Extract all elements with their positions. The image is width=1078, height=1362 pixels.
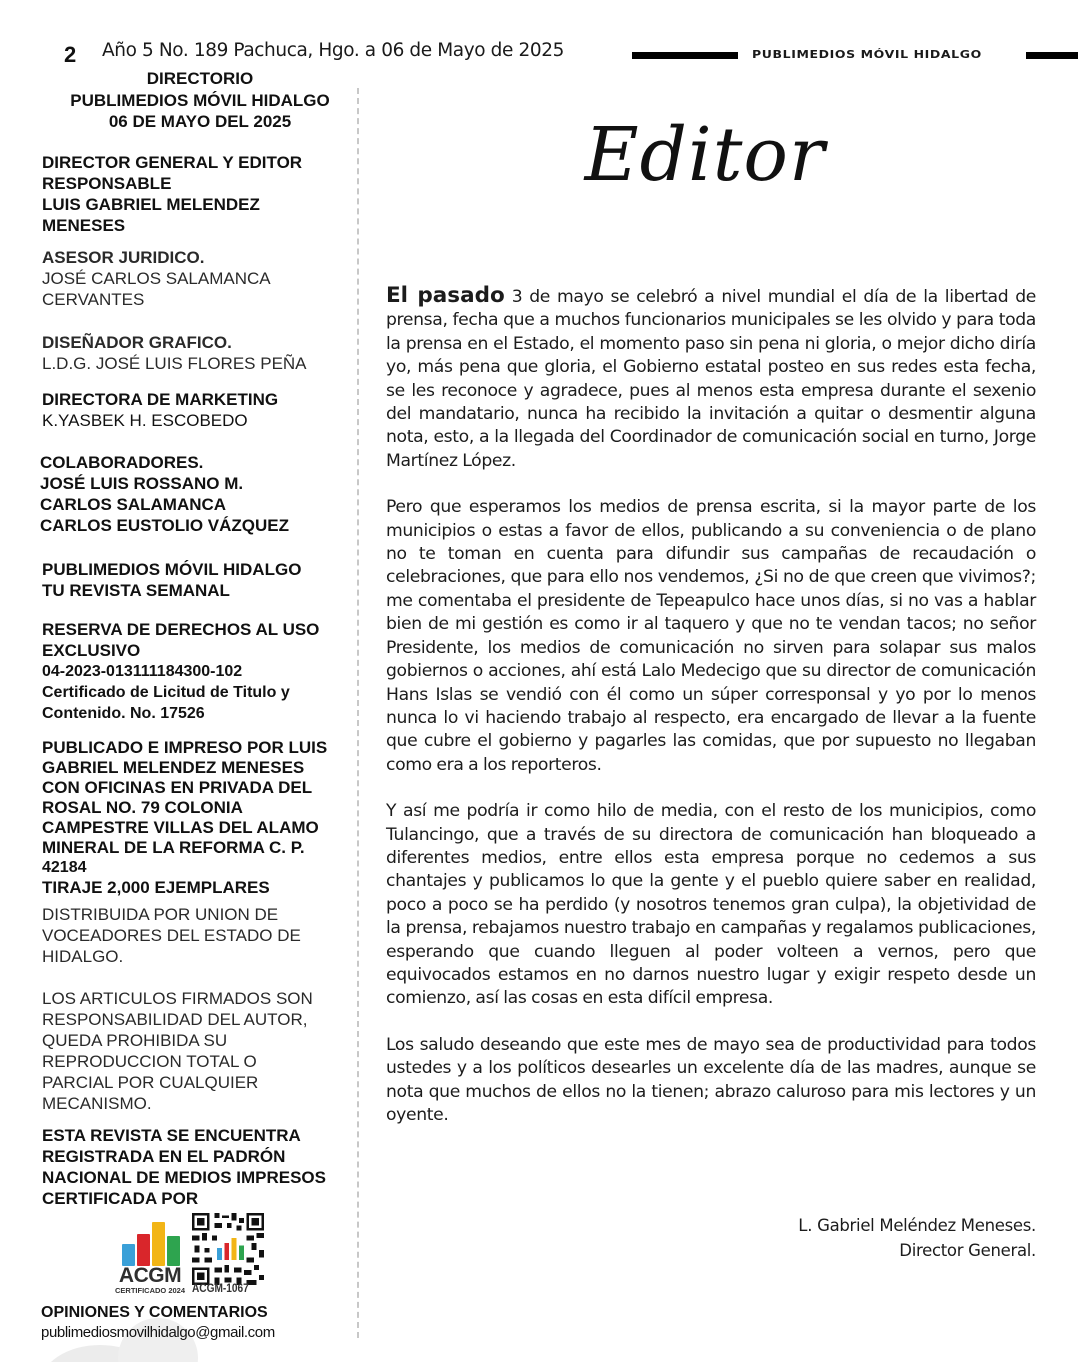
- article-signature: [798, 1213, 1036, 1263]
- distribution-line: DISTRIBUIDA POR UNION DE: [42, 905, 279, 924]
- directory-publication: PUBLIMEDIOS MÓVIL HIDALGO: [70, 90, 330, 110]
- publisher-line: PUBLICADO E IMPRESO POR LUIS: [42, 738, 328, 757]
- distribution-line: VOCEADORES DEL ESTADO DE: [42, 926, 301, 945]
- distribution-line: HIDALGO.: [42, 947, 124, 966]
- contact-email[interactable]: publimediosmovilhidalgo@gmail.com: [41, 1324, 275, 1341]
- logo-bar-yellow: [152, 1222, 165, 1266]
- column-divider: [357, 88, 359, 1338]
- disclaimer-line: MECANISMO.: [42, 1094, 152, 1113]
- rights-line: RESERVA DE DERECHOS AL USO: [42, 620, 320, 639]
- directory-publisher: [42, 738, 352, 898]
- page-number: 2: [64, 42, 77, 67]
- certificate-line: Certificado de Licitud de Titulo y: [42, 684, 290, 701]
- directory-marketing: [42, 389, 352, 431]
- article-paragraph: Los saludo deseando que este mes de mayo sea de productividad para todos ustedes y a los políticos desearles un excelente día de las madres, aunque se nota que muchos de ellos no la tienen; abrazo caluroso para mis lectores y un oyente.: [386, 1034, 1036, 1125]
- contact-title: OPINIONES Y COMENTARIOS: [41, 1304, 268, 1321]
- article-paragraph-text: 3 de mayo se celebró a nivel mundial el día de la libertad de prensa, fecha que a muchos funcionarios municipales se les olvido y para toda la prensa en el Estado, el momento paso sin pena ni gloria, o mejor dicho diría yo, más pena que gloria, el Gobierno estatal posteo en sus redes esta fecha, se les reconoce y agradece, pues al menos esta empresa durante el sexenio del mandatario, nunca ha recibido la invitación a quitar o desmentir alguna nota, esto, a la llegada del Coordinador de comunicación social en turno, Jorge Martínez López.: [386, 287, 1037, 471]
- brand-name: PUBLIMEDIOS MÓVIL HIDALGO: [752, 48, 982, 61]
- directory-director: [42, 152, 352, 236]
- role-title: DIRECTORA DE MARKETING: [42, 390, 279, 409]
- role-title: DISEÑADOR GRAFICO.: [42, 333, 232, 352]
- certificate-line: Contenido. No. 17526: [42, 705, 205, 722]
- person-name: MENESES: [42, 216, 126, 235]
- disclaimer-line: PARCIAL POR CUALQUIER: [42, 1073, 259, 1092]
- registry-line: CERTIFICADA POR: [42, 1189, 199, 1208]
- person-name: CARLOS SALAMANCA: [40, 495, 227, 514]
- disclaimer-line: RESPONSABILIDAD DEL AUTOR,: [42, 1010, 308, 1029]
- publisher-line: 42184: [42, 859, 87, 876]
- directory-contact: [41, 1303, 351, 1343]
- logo-caption: CERTIFICADO 2024: [114, 1286, 186, 1295]
- directory-collaborators: [40, 452, 350, 536]
- qr-code-label: ACGM-1067: [192, 1283, 249, 1295]
- print-run: TIRAJE 2,000 EJEMPLARES: [42, 878, 270, 897]
- registry-line: REGISTRADA EN EL PADRÓN: [42, 1147, 286, 1166]
- role-title: DIRECTOR GENERAL Y EDITOR: [42, 153, 303, 172]
- directory-legal-advisor: [42, 247, 352, 310]
- directory-heading: [40, 68, 360, 133]
- directory-tagline: [42, 559, 352, 601]
- logo-bar-green: [167, 1236, 180, 1266]
- signature-role: Director General.: [899, 1241, 1036, 1260]
- person-name: K.YASBEK H. ESCOBEDO: [42, 411, 248, 430]
- editorial-article: [386, 284, 1036, 1150]
- registry-line: ESTA REVISTA SE ENCUENTRA: [42, 1126, 301, 1145]
- brand-strip: [632, 47, 1078, 69]
- article-paragraph: Y así me podría ir como hilo de media, con el resto de los municipios, como Tulancingo, que a través de su directora de comunicación han bloqueado a diferentes medios, entre ellos esta empresa porque no cedemos a sus chantajes y publicamos lo que la gente y el pueblo quiere saber en realidad, poco a poco se ha perdido (y nosotros tenemos gran culpa), la objetividad de la prensa, rebajamos nuestro trabajo en campañas y regalamos publicaciones, esperando que cuando lleguen al poder volteen a vernos, pero que equivocados estamos en no darnos nuestro lugar y exigir respeto desde un comienzo, así las cosas en esta difícil empresa.: [386, 801, 1036, 1009]
- publisher-line: MINERAL DE LA REFORMA C. P.: [42, 838, 305, 857]
- role-title: ASESOR JURIDICO.: [42, 248, 205, 267]
- logo-name: ACGM: [118, 1264, 182, 1287]
- directory-designer: [42, 332, 352, 374]
- directory-disclaimer: [42, 988, 352, 1114]
- registry-line: NACIONAL DE MEDIOS IMPRESOS: [42, 1168, 326, 1187]
- issue-line: Año 5 No. 189 Pachuca, Hgo. a 06 de Mayo de 2025: [102, 40, 564, 61]
- directory-registry: [42, 1125, 352, 1209]
- decorative-bar: [1026, 52, 1078, 59]
- directory-rights: [42, 619, 352, 724]
- tagline-line: PUBLIMEDIOS MÓVIL HIDALGO: [42, 560, 302, 579]
- directory-date: 06 DE MAYO DEL 2025: [108, 112, 292, 131]
- logo-bar-red: [137, 1234, 150, 1266]
- person-name: L.D.G. JOSÉ LUIS FLORES PEÑA: [42, 354, 307, 373]
- disclaimer-line: LOS ARTICULOS FIRMADOS SON: [42, 989, 313, 1008]
- person-name: JOSÉ CARLOS SALAMANCA: [42, 269, 271, 288]
- article-paragraph: [386, 284, 1036, 473]
- directory-title: DIRECTORIO: [146, 69, 254, 88]
- publisher-line: CAMPESTRE VILLAS DEL ALAMO: [42, 818, 319, 837]
- person-name: JOSÉ LUIS ROSSANO M.: [40, 474, 244, 493]
- signature-name: L. Gabriel Meléndez Meneses.: [798, 1216, 1036, 1235]
- disclaimer-line: REPRODUCCION TOTAL O: [42, 1052, 257, 1071]
- disclaimer-line: QUEDA PROHIBIDA SU: [42, 1031, 228, 1050]
- logo-bar-blue: [122, 1244, 135, 1266]
- qr-code-icon[interactable]: [192, 1213, 264, 1285]
- person-name: LUIS GABRIEL MELENDEZ: [42, 195, 260, 214]
- publisher-line: CON OFICINAS EN PRIVADA DEL: [42, 778, 313, 797]
- acgm-logo: [112, 1212, 188, 1298]
- publisher-line: ROSAL NO. 79 COLONIA: [42, 798, 243, 817]
- decorative-bar: [632, 52, 738, 59]
- role-title: RESPONSABLE: [42, 174, 172, 193]
- tagline-line: TU REVISTA SEMANAL: [42, 581, 230, 600]
- rights-line: EXCLUSIVO: [42, 641, 141, 660]
- directory-distribution: [42, 904, 352, 967]
- publisher-line: GABRIEL MELENDEZ MENESES: [42, 758, 305, 777]
- section-title: Editor: [584, 112, 826, 198]
- person-name: CERVANTES: [42, 290, 145, 309]
- role-title: COLABORADORES.: [40, 453, 204, 472]
- article-paragraph: Pero que esperamos los medios de prensa escrita, si la mayor parte de los municipios o estas a favor de ellos, publicando a su conveniencia o de plano no te toman en cuenta para difundir sus campañas de recaudación o celebraciones, que para ello nos vendemos, ¿Si no de que creen que vivimos?; me comentaba el presidente de Tepeapulco hace unos días, si no vas a hablar bien de mi gestión es como ir al taquero y que no te vendan tacos; no señor Presidente, los medios de comunicación no sirven para solapar sus malos gobiernos o acciones, ahí está Lalo Medecigo que su director de comunicación Hans Islas se vendió con él como un súper corresponsal y yo por lo menos nunca lo vi haciendo trabajo al respecto, era encargado de llevar a la fuente que cubre el gobierno y pagarles las comidas, que por supuesto no llegaban como era a los reporteros.: [386, 497, 1036, 775]
- person-name: CARLOS EUSTOLIO VÁZQUEZ: [40, 516, 290, 535]
- article-lead: El pasado: [386, 283, 505, 308]
- rights-number: 04-2023-013111184300-102: [42, 663, 243, 680]
